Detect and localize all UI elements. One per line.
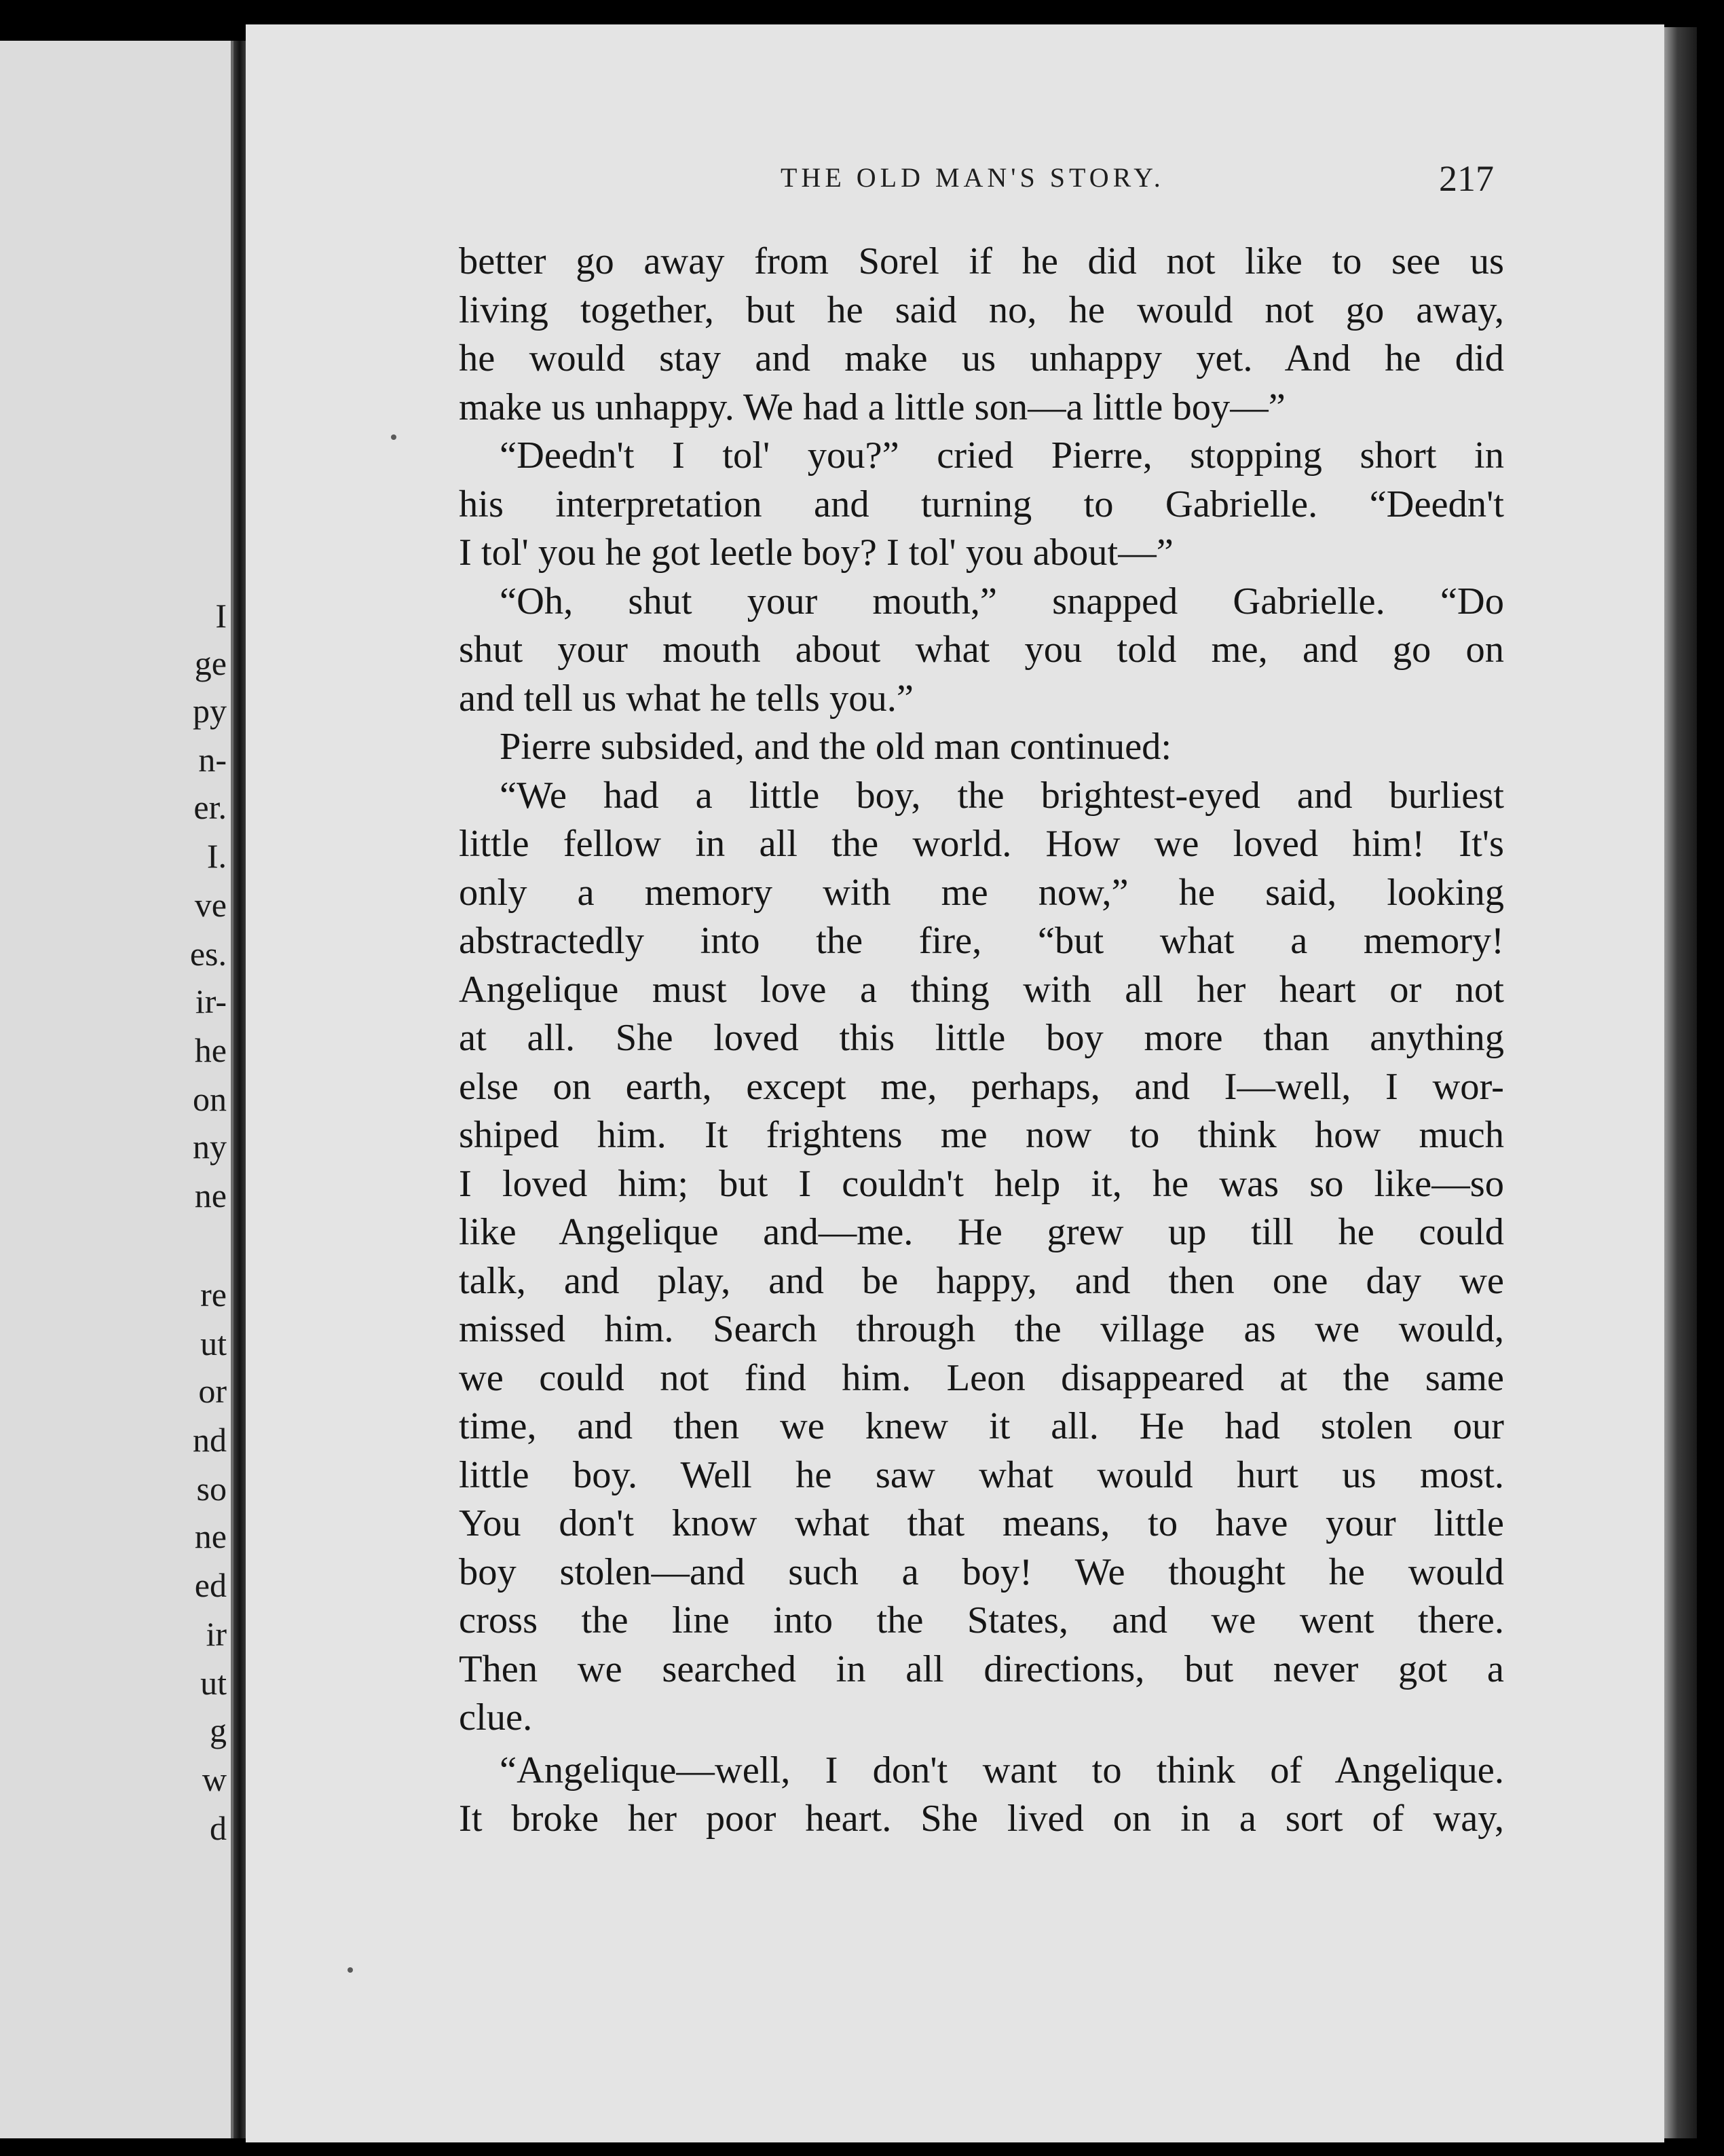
text-line: he would stay and make us unhappy yet. And he did [459,337,1504,379]
text-line: shut your mouth about what you told me, and go on [459,629,1504,671]
left-page-fragment: so [196,1470,227,1508]
text-line: “Angelique—well, I don't want to think of Angelique. [500,1749,1504,1791]
text-line: better go away from Sorel if he did not like to see us [459,240,1504,282]
text-line: abstractedly into the fire, “but what a memory! [459,920,1504,962]
text-line: It broke her poor heart. She lived on in a sort of way, [459,1798,1504,1840]
book-gutter [233,41,246,2138]
page-edge-shadow [1664,27,1697,2138]
left-page-fragment: ut [200,1664,227,1702]
text-line: only a memory with me now,” he said, looking [459,871,1504,914]
left-page-fragment: ne [194,1176,227,1214]
body-text [459,238,1504,1844]
text-line: little boy. Well he saw what would hurt us most. [459,1453,1504,1496]
text-line: like Angelique and—me. He grew up till he could [459,1211,1504,1253]
text-line: I loved him; but I couldn't help it, he was so like—so [459,1162,1504,1205]
left-page-fragment: ve [194,886,227,924]
left-page-fragment: ut [200,1324,227,1362]
left-page-fragment: n- [198,741,227,779]
text-line: at all. She loved this little boy more than anything [459,1017,1504,1059]
text-line: Then we searched in all directions, but never got a [459,1648,1504,1690]
left-page-fragment: re [200,1276,227,1314]
paper-speck [348,1967,353,1973]
text-line: Angelique must love a thing with all her heart or not [459,968,1504,1011]
page-number: 217 [1439,158,1494,199]
left-page-fragment: py [193,692,227,730]
text-line: else on earth, except me, perhaps, and I—well, I wor- [459,1065,1504,1108]
text-line: Pierre subsided, and the old man continued: [500,726,1172,768]
text-line: shiped him. It frightens me now to think how much [459,1114,1504,1156]
running-head: THE OLD MAN'S STORY. [781,162,1165,193]
left-page-fragment: ge [194,644,227,682]
left-page-fragment: ed [194,1566,227,1604]
text-line: missed him. Search through the village as we would, [459,1308,1504,1350]
left-page-fragment: nd [193,1421,227,1459]
text-line: “Deedn't I tol' you?” cried Pierre, stopping short in [500,434,1504,477]
text-line: clue. [459,1696,533,1739]
left-page-fragment: he [194,1031,227,1069]
text-line: boy stolen—and such a boy! We thought he would [459,1550,1504,1593]
text-line: his interpretation and turning to Gabrielle. “Deedn't [459,483,1504,525]
text-line: make us unhappy. We had a little son—a little boy—” [459,386,1286,428]
text-line: “Oh, shut your mouth,” snapped Gabrielle. “Do [500,580,1504,622]
text-line: we could not find him. Leon disappeared at the same [459,1356,1504,1399]
text-line: talk, and play, and be happy, and then one day we [459,1259,1504,1302]
left-page-fragment: on [193,1080,227,1118]
left-page-fragment: ir [206,1615,227,1653]
text-line: and tell us what he tells you.” [459,677,914,720]
left-page-fragment: ir- [195,982,227,1020]
left-page-fragment: I [215,597,227,635]
text-line: You don't know what that means, to have your little [459,1502,1504,1544]
left-page-fragment: or [198,1372,227,1410]
text-line: “We had a little boy, the brightest-eyed and burliest [500,774,1504,817]
text-line: little fellow in all the world. How we loved him! It's [459,823,1504,865]
left-page-fragment: ne [194,1517,227,1555]
left-page-fragment: g [210,1711,227,1749]
text-line: time, and then we knew it all. He had stolen our [459,1405,1504,1447]
left-page-edge [0,41,233,2138]
left-page-fragment: d [210,1809,227,1847]
left-page-fragment: es. [189,935,227,973]
text-line: living together, but he said no, he would not go away, [459,289,1504,331]
left-page-fragment: er. [193,788,227,826]
text-line: cross the line into the States, and we went there. [459,1599,1504,1641]
left-page-fragment: ny [193,1128,227,1166]
text-line: I tol' you he got leetle boy? I tol' you about—” [459,532,1174,574]
paper-speck [391,434,396,440]
left-page-fragment: w [202,1760,227,1798]
left-page-fragment: I. [206,837,227,875]
